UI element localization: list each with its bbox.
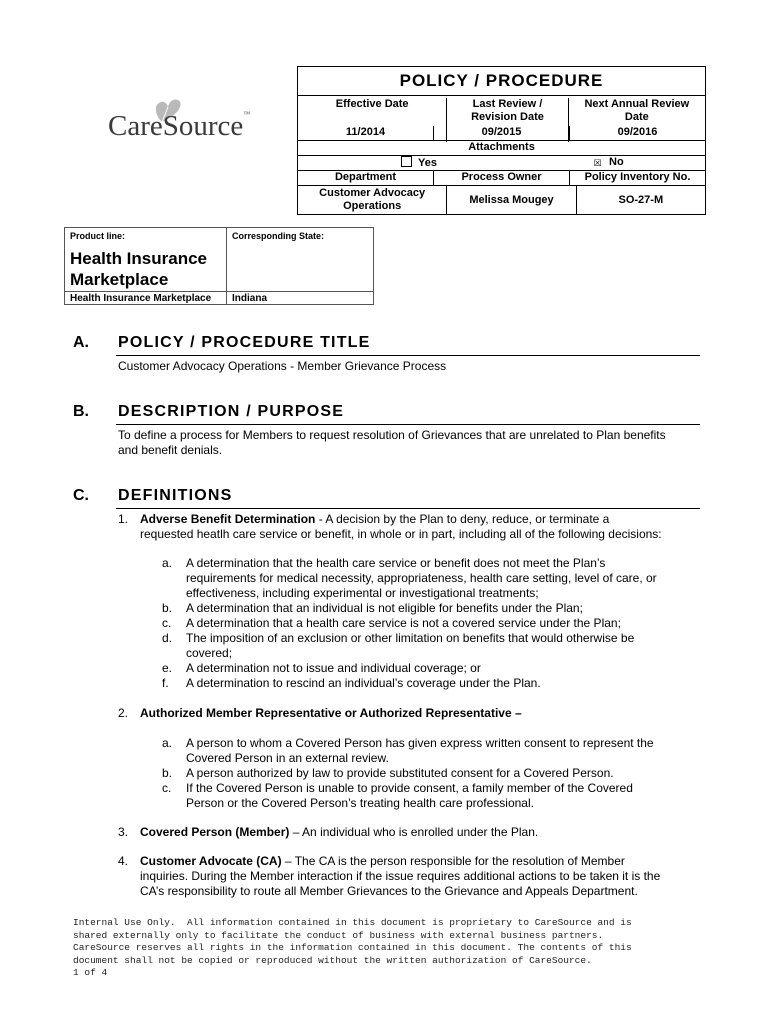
list-item: A determination to rescind an individual’s coverage under the Plan. <box>186 676 541 690</box>
page-number: 1 of 4 <box>73 967 108 978</box>
list-item: A determination that an individual is not eligible for benefits under the Plan; <box>186 601 583 615</box>
section-a-text: Customer Advocacy Operations - Member Grievance Process <box>118 359 447 373</box>
last-review-label: Last Review / Revision Date <box>446 98 567 142</box>
list-item-label: d. <box>162 631 173 645</box>
definition-1-number: 1. <box>118 512 129 526</box>
yes-checkbox[interactable] <box>401 156 412 167</box>
list-item-label: f. <box>162 676 169 690</box>
product-line-heading: Health Insurance Marketplace <box>70 249 207 289</box>
section-a-letter: A. <box>73 334 89 351</box>
footer-line: CareSource reserves all rights in the information contained in this document. The contents of this <box>73 942 632 953</box>
process-owner-value: Melissa Mougey <box>446 186 575 214</box>
definition-2-number: 2. <box>118 706 129 720</box>
effective-date-value: 11/2014 <box>345 126 386 138</box>
section-b-title: DESCRIPTION / PURPOSE <box>118 403 345 420</box>
last-review-value: 09/2015 <box>433 126 569 140</box>
definition-4-number: 4. <box>118 854 129 868</box>
definition-1-line-1: Adverse Benefit Determination - A decision by the Plan to deny, reduce, or terminate a <box>140 512 610 526</box>
list-item: A determination that a health care service is not a covered service under the Plan; <box>186 616 621 630</box>
definition-2-term: Authorized Member Representative or Authorized Representative – <box>140 706 522 720</box>
definition-4-line-3: CA’s responsibility to route all Member Grievances to the Grievance and Appeals Department. <box>140 884 638 898</box>
section-c-rule <box>116 508 700 509</box>
definition-4-line-2: inquiries. During the Member interaction if the issue requires additional actions to be taken it is the <box>140 869 661 883</box>
definition-1-line-2: requested heatlh care service or benefit, in whole or in part, including all of the following decisions: <box>140 527 662 541</box>
list-item: Person or the Covered Person’s treating health care professional. <box>186 796 534 810</box>
policy-inventory-value: SO-27-M <box>576 186 705 214</box>
list-item: A determination that the health care service or benefit does not meet the Plan’s <box>186 556 606 570</box>
department-label: Department <box>334 171 397 183</box>
section-b-letter: B. <box>73 403 89 420</box>
list-item-label: a. <box>162 736 173 750</box>
section-b-rule <box>116 424 700 425</box>
state-value: Indiana <box>232 293 268 304</box>
list-item-label: c. <box>162 616 172 630</box>
next-review-value: 09/2016 <box>569 126 705 140</box>
attachments-label: Attachments <box>468 141 535 153</box>
list-item: covered; <box>186 646 233 660</box>
list-item: A person to whom a Covered Person has given express written consent to represent the <box>186 736 654 750</box>
product-line-table <box>64 227 374 305</box>
section-b-line-1: To define a process for Members to request resolution of Grievances that are unrelated to Plan benefits <box>118 428 666 442</box>
footer-line: shared externally only to facilitate the conduct of business with external business partners. <box>73 929 604 941</box>
section-c-letter: C. <box>73 487 89 504</box>
footer-line: Internal Use Only. All information contained in this document is proprietary to CareSource and is <box>73 917 632 928</box>
product-line-label: Product line: <box>70 231 126 241</box>
caresource-logo <box>108 96 268 148</box>
definition-3-text: Covered Person (Member) – An individual who is enrolled under the Plan. <box>140 825 539 839</box>
section-c-title: DEFINITIONS <box>118 487 233 504</box>
policy-title: POLICY / PROCEDURE <box>298 67 705 96</box>
list-item-label: c. <box>162 781 172 795</box>
list-item: If the Covered Person is unable to provide consent, a family member of the Covered <box>186 781 633 795</box>
policy-inventory-label: Policy Inventory No. <box>569 171 705 185</box>
list-item: effectiveness, including experimental or investigational treatments; <box>186 586 539 600</box>
list-item-label: b. <box>162 601 173 615</box>
list-item-label: e. <box>162 661 173 675</box>
process-owner-label: Process Owner <box>433 171 569 185</box>
list-item: A person authorized by law to provide substituted consent for a Covered Person. <box>186 766 614 780</box>
product-line-value: Health Insurance Marketplace <box>70 293 212 304</box>
list-item-label: a. <box>162 556 173 570</box>
definition-3-number: 3. <box>118 825 129 839</box>
attachments-no: ☒ No <box>593 156 624 168</box>
policy-header-table <box>297 66 706 215</box>
footer-line: document shall not be copied or reproduced without the written authorization of CareSource. <box>73 954 592 966</box>
section-a-rule <box>116 355 700 356</box>
section-b-line-2: and benefit denials. <box>118 443 223 457</box>
corresponding-state-label: Corresponding State: <box>232 231 325 241</box>
list-item: The imposition of an exclusion or other limitation on benefits that would otherwise be <box>186 631 635 645</box>
definition-4-line-1: Customer Advocate (CA) – The CA is the person responsible for the resolution of Member <box>140 854 625 868</box>
list-item: A determination not to issue and individual coverage; or <box>186 661 481 675</box>
no-checkbox[interactable]: ☒ <box>593 158 602 168</box>
footer-notice <box>73 917 693 980</box>
effective-date-label: Effective Date <box>335 98 409 110</box>
attachments-yes: Yes <box>298 156 514 170</box>
list-item: requirements for medical necessity, appropriateness, health care setting, level of care, or <box>186 571 657 585</box>
department-value: Customer Advocacy Operations <box>319 187 426 212</box>
section-a-title: POLICY / PROCEDURE TITLE <box>118 334 371 351</box>
next-review-label: Next Annual Review Date <box>568 98 705 142</box>
list-item-label: b. <box>162 766 173 780</box>
list-item: Covered Person in an external review. <box>186 751 389 765</box>
logo-text: CareSource™ <box>108 110 251 142</box>
